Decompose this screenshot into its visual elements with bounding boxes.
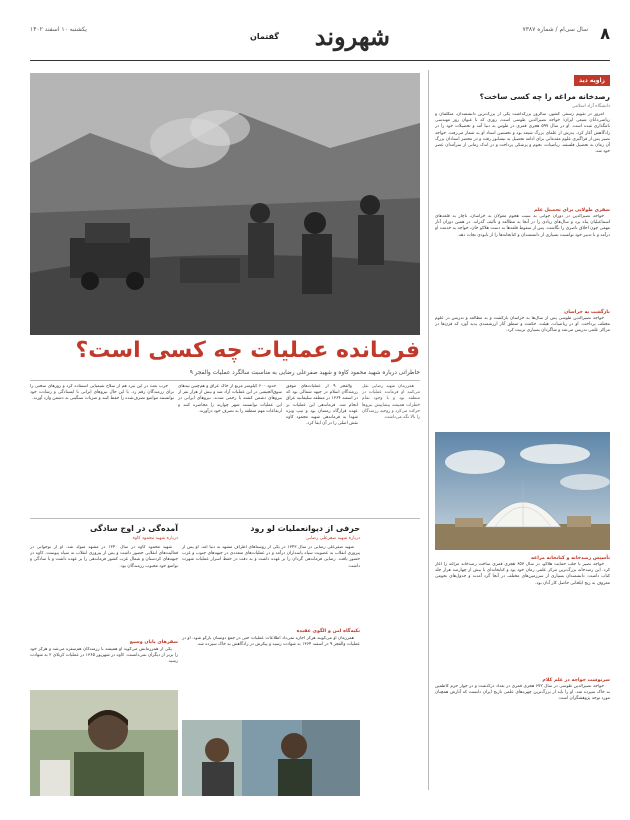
sidebar-byline: دانشگاه آزاد اسلامی: [571, 104, 610, 109]
mid-article-sub1: تکیه‌گاه امن و الگوی عقیده: [296, 629, 360, 634]
section-rule: [30, 518, 420, 519]
logo: [250, 22, 390, 56]
sidebar-sub4: سرنوشت خواجه در علم کلام: [542, 678, 610, 683]
page-number: ۸: [600, 24, 610, 43]
mid-article-body2: همرزمان او می‌گویند هرگز اجازه نمی‌داد اطلاعات عملیات حتی در جمع دوستان بازگو شود. او در عملیات والفجر ۹ در اسفند ۱۳۶۴ به شهادت رسید و پیکرش در زادگاهش به خاک سپرده شد.: [182, 636, 360, 648]
feature-sidenote: همرزمان شهید رضایی نقل می‌کنند او فرمانده عملیات در منطقه بود و با وجود تمام خطرات همیشه پیشاپیش نیروها حرکت می‌کرد و روحیه رزمندگان را بالا نگه می‌داشت.: [362, 384, 420, 421]
portrait-photo-mid: [182, 720, 360, 796]
logo-prefix: گفتمان: [250, 32, 279, 41]
observatory-photo: [435, 432, 610, 550]
date-line: یکشنبه ۱۰ اسفند ۱۴۰۲: [30, 26, 87, 33]
sidebar-sub1: سفری طولانی برای تحصیل علم: [533, 208, 610, 213]
sidebar-body3: خواجه نصیرالدین طوسی پس از سال‌ها به خراسان بازگشت و به مطالعه و تدریس در علوم مختلف پرداخت. او در ریاضیات، هیئت، حکمت و منطق آثار ارزشمندی پدید آورد که قرن‌ها در مراکز علمی تدریس می‌شد و شاگردان بسیاری تربیت کرد.: [435, 316, 610, 334]
left-article-body: شهید محمود کاوه در سال ۱۳۴۰ در مشهد متولد شد. او از نوجوانی در فعالیت‌های انقلابی حضور داشت و پس از پیروزی انقلاب به سپاه پیوست. کاوه در جبهه‌های کردستان و شمال غرب کشور فرماندهی را بر عهده داشت و با سادگی و تواضع خود محبوب رزمندگان بود.: [30, 545, 178, 569]
sidebar-body: امروز در تقویم رسمی کشور، سالروز بزرگداشت یکی از بزرگ‌ترین دانشمندان، متکلمان و ریاضی‌دانان شیعی ایران؛ خواجه نصیرالدین طوسی است، روزی که با عنوان روز مهندسی نامگذاری شده است. او در سال ۵۹۷ هجری قمری در طوس به دنیا آمد و تحصیلات خود را در زادگاهش آغاز کرد. پدرش از علمای بزرگ شیعه بود و نخستین استاد او به شمار می‌رفت. خواجه نصیر پس از فراگیری علوم مقدماتی برای ادامه تحصیل به نیشابور رفت و در محضر استادان بزرگ آن زمان به تحصیل فلسفه، ریاضیات، نجوم و پزشکی پرداخت و در اندک زمانی از سرآمدان عصر خود شد.: [435, 112, 610, 155]
feature-subtitle: خاطراتی درباره شهید محمود کاوه و شهید صفرعلی رضایی به مناسبت سالگرد عملیات والفجر ۹: [189, 370, 420, 376]
portrait-photo-left: [30, 690, 178, 796]
sidebar-body4: خواجه نصیر با جلب حمایت هلاکو، در سال ۶۵۷ هجری قمری ساخت رصدخانه مراغه را آغاز کرد. این رصدخانه بزرگ‌ترین مرکز علمی زمان خود بود و کتابخانه‌ای با بیش از چهارصد هزار جلد کتاب داشت. دانشمندان بسیاری از سرزمین‌های مختلف در آنجا گرد آمدند و جدول‌های نجومی معروف به زیج ایلخانی حاصل کار آنان بود.: [435, 562, 610, 586]
sidebar-sub2: بازگشت به خراسان: [564, 310, 610, 315]
left-article-sub1: سفرهای پایان وسیع: [129, 640, 178, 645]
feature-photo: [30, 73, 420, 335]
logo-main: شهروند: [314, 22, 390, 51]
left-article-byline: درباره شهید محمود کاوه: [132, 536, 178, 541]
mid-article-body: شهید صفرعلی رضایی در سال ۱۳۴۳ در یکی از روستاهای اطراف مشهد به دنیا آمد. او پس از پیروزی انقلاب به عضویت سپاه پاسداران درآمد و در عملیات‌های متعددی در جبهه‌های جنوب و غرب حضور یافت. رضایی فرماندهی گردان را بر عهده داشت و به دقت در حفظ اسرار عملیات شهرت داشت.: [182, 545, 360, 569]
sidebar-sub3: تأسیس رصدخانه و کتابخانه مراغه: [531, 556, 610, 561]
feature-col2: والفجر ۹ از عملیات‌های موفق رزمندگان اسلام در جبهه شمالی بود که در اسفند ۱۳۶۴ در منطقه سلیمانیه عراق انجام شد. فرماندهی این عملیات بر عهده قرارگاه رمضان بود و تیپ ویژه شهدا به فرماندهی شهید محمود کاوه نقش اصلی را در آن ایفا کرد.: [286, 384, 358, 427]
feature-col1: حدود ۶۰۰ کیلومتر مربع از خاک عراق و هم‌چنین تپه‌های سوق‌الجیشی در این عملیات آزاد شد و بیش از هزار نفر از نیروهای دشمن کشته یا زخمی شدند. نیروهای ایرانی در این عملیات توانستند شهر چوارته را محاصره کنند و ارتفاعات مهم منطقه را به تصرف خود درآورند.: [178, 384, 282, 414]
feature-rule: [30, 380, 420, 381]
left-article-title: آمده‌گی در اوج سادگی: [89, 524, 178, 533]
mid-article-title: حرفی از دیوانعملیات لو رود: [250, 524, 360, 533]
sidebar-body2: خواجه نصیرالدین در دوران جوانی به سبب هجوم مغولان به خراسان، ناچار به قلعه‌های اسماعیلیان پناه برد و سال‌های زیادی را در آنجا به مطالعه و تألیف گذراند. در همین دوران آثار مهمی چون اخلاق ناصری را نگاشت. پس از سقوط قلعه‌ها به دست هلاکو خان، خواجه به خدمت او درآمد و با تدبیر خود توانست بسیاری از دانشمندان و کتابخانه‌ها را از نابودی نجات دهد.: [435, 214, 610, 238]
feature-title: فرمانده عملیات چه کسی است؟: [75, 338, 420, 363]
issue-line: سال سی‌ام / شماره ۷۳۸۷: [522, 26, 588, 33]
mid-article-byline: درباره شهید صفرعلی رضایی: [305, 536, 360, 541]
sidebar-title: رصدخانه مراغه را چه کسی ساخت؟: [479, 92, 610, 101]
feature-col3: حرب بعث در این نبرد هم از سلاح شیمیایی استفاده کرد و روزهای سختی را برای رزمندگان رقم زد. با این حال نیروهای ایرانی با ایستادگی و رشادت خود توانستند مواضع تصرف‌شده را حفظ کنند و ضربات سنگینی به دشمن وارد آورند.: [30, 384, 174, 402]
sidebar-body5: خواجه نصیرالدین طوسی در سال ۶۷۲ هجری قمری در بغداد درگذشت و در جوار حرم کاظمین به خاک سپرده شد. او را باید از بزرگ‌ترین چهره‌های علمی تاریخ ایران دانست که آثارش همچنان مورد توجه پژوهشگران است.: [435, 684, 610, 702]
sidebar-divider: [428, 70, 429, 790]
page-header: [30, 20, 610, 60]
left-article-body2: یکی از همرزمانش می‌گوید او همیشه با رزمندگان هم‌سفره می‌شد و هرگز خود را برتر از دیگران نمی‌دانست. کاوه در شهریور ۱۳۶۵ در عملیات کربلای ۲ به شهادت رسید.: [30, 647, 178, 665]
header-rule: [30, 60, 610, 61]
sidebar-label: زاویه دید: [574, 75, 610, 86]
